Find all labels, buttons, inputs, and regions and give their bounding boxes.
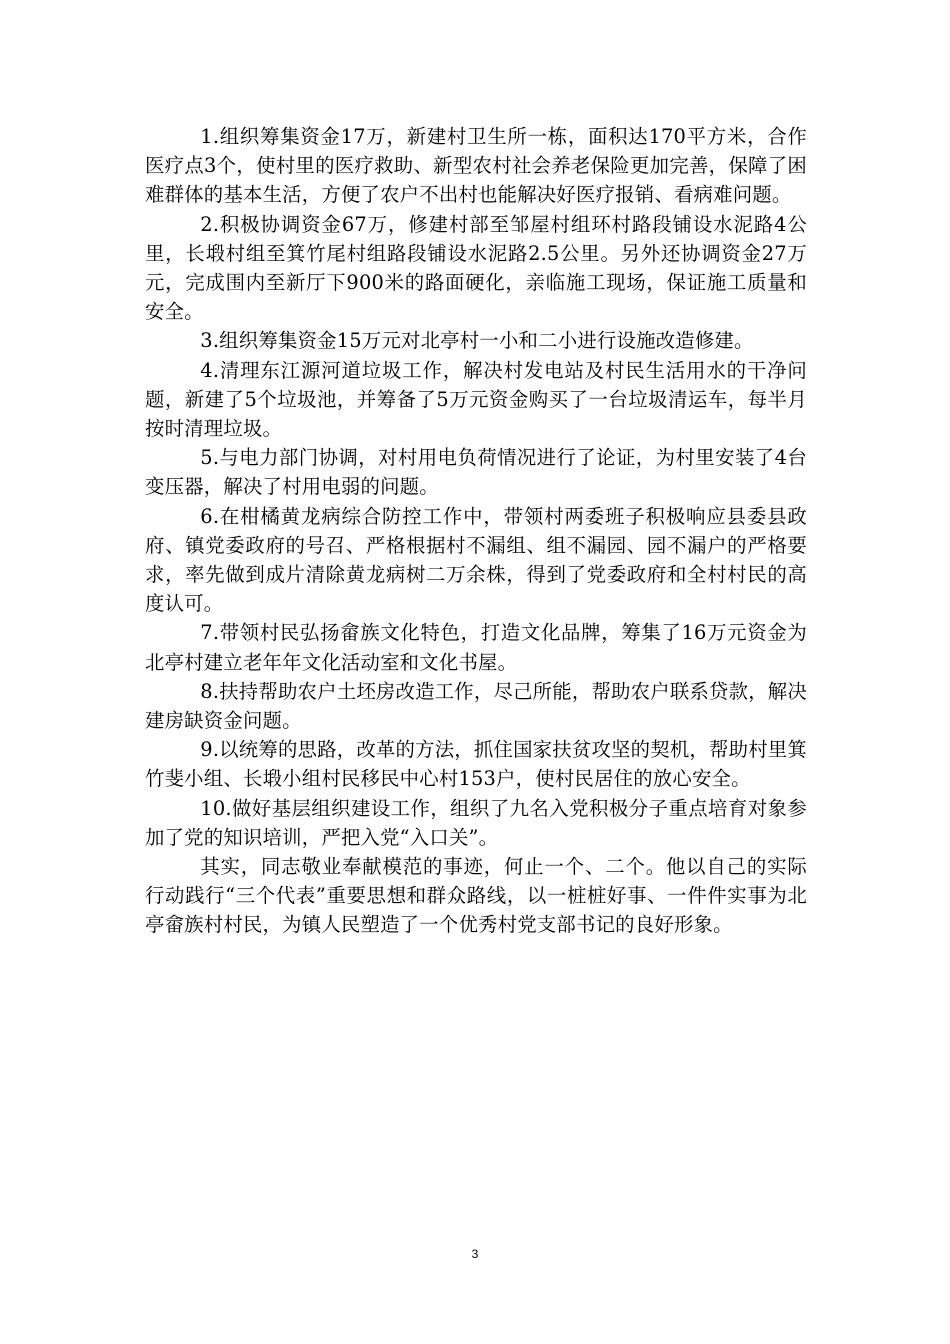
- page-number: 3: [471, 1247, 479, 1261]
- paragraph-item-2: 2.积极协调资金67万，修建村部至邹屋村组环村路段铺设水泥路4公里，长塅村组至箕竹尾村组路段铺设水泥路2.5公里。另外还协调资金27万元，完成围内至新厅下900米的路面硬化，亲临施工现场，保证施工质量和安全。: [145, 212, 807, 324]
- paragraph-item-10: 10.做好基层组织建设工作，组织了九名入党积极分子重点培育对象参加了党的知识培训，严把入党“入口关”。: [145, 796, 807, 849]
- paragraph-item-4: 4.清理东江源河道垃圾工作，解决村发电站及村民生活用水的干净问题，新建了5个垃圾池，并筹备了5万元资金购买了一台垃圾清运车，每半月按时清理垃圾。: [145, 358, 807, 441]
- paragraph-item-9: 9.以统筹的思路，改革的方法，抓住国家扶贫攻坚的契机，帮助村里箕竹斐小组、长塅小组村民移民中心村153户，使村民居住的放心安全。: [145, 738, 807, 791]
- paragraph-closing: 其实，同志敬业奉献模范的事迹，何止一个、二个。他以自己的实际行动践行“三个代表”重要思想和群众路线，以一桩桩好事、一件件实事为北亭畲族村村民，为镇人民塑造了一个优秀村党支部书记的良好形象。: [145, 855, 807, 937]
- paragraph-item-1: 1.组织筹集资金17万，新建村卫生所一栋，面积达170平方米，合作医疗点3个，使村里的医疗救助、新型农村社会养老保险更加完善，保障了困难群体的基本生活，方便了农户不出村也能解决好医疗报销、看病难问题。: [145, 125, 807, 207]
- document-body: [145, 122, 807, 940]
- paragraph-item-7: 7.带领村民弘扬畲族文化特色，打造文化品牌，筹集了16万元资金为北亭村建立老年年文化活动室和文化书屋。: [145, 621, 807, 674]
- paragraph-item-5: 5.与电力部门协调，对村用电负荷情况进行了论证，为村里安装了4台变压器，解决了村用电弱的问题。: [145, 446, 807, 499]
- paragraph-item-8: 8.扶持帮助农户土坯房改造工作，尽己所能，帮助农户联系贷款，解决建房缺资金问题。: [145, 679, 807, 733]
- paragraph-item-6: 6.在柑橘黄龙病综合防控工作中，带领村两委班子积极响应县委县政府、镇党委政府的号召、严格根据村不漏组、组不漏园、园不漏户的严格要求，率先做到成片清除黄龙病树二万余株，得到了党委政府和全村村民的高度认可。: [145, 504, 807, 616]
- paragraph-item-3: 3.组织筹集资金15万元对北亭村一小和二小进行设施改造修建。: [200, 329, 754, 353]
